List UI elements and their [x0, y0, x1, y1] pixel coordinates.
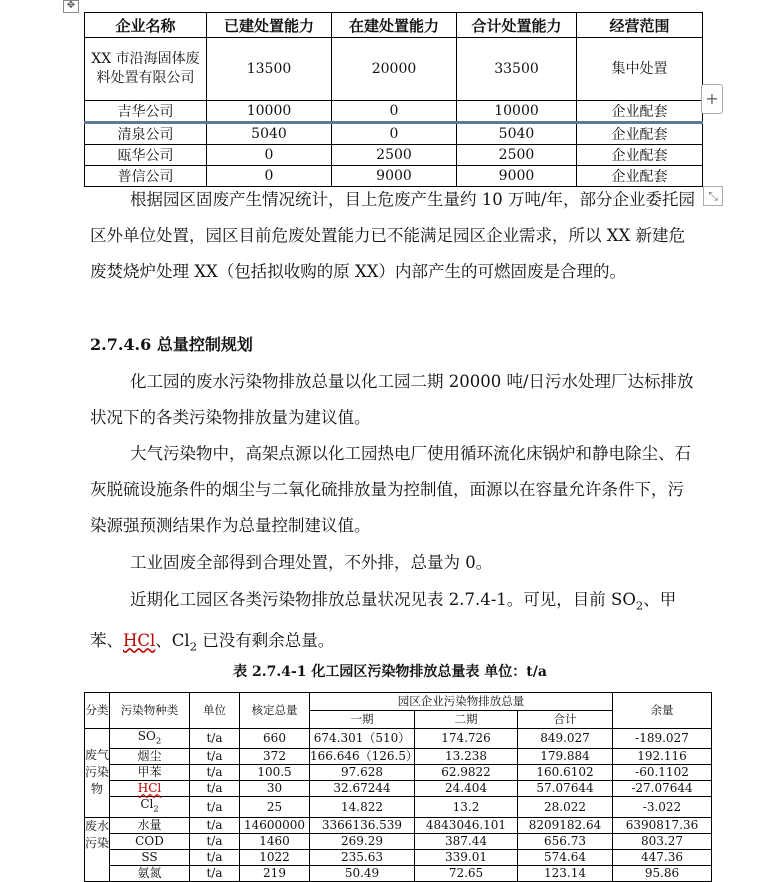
table-resize-handle-icon[interactable]: ⤡ [703, 186, 723, 206]
paragraph [90, 582, 700, 665]
table-cell: 企业配套 [577, 145, 703, 166]
table-cell: $SO_2$ [110, 729, 190, 749]
table-row [85, 781, 712, 797]
table-cell: t/a [190, 833, 240, 849]
section-heading: 2.7.4.6 总量控制规划 [90, 335, 253, 354]
table-cell: 447.36 [613, 849, 712, 865]
table-cell: XX 市沿海固体废料处置有限公司 [85, 38, 207, 101]
table-cell: 0 [207, 145, 332, 166]
table-cell: 372 [240, 749, 310, 765]
table-cell: 14.822 [310, 797, 415, 817]
table-cell: t/a [190, 781, 240, 797]
table-cell: 4843046.101 [415, 817, 518, 833]
table-cell: 174.726 [415, 729, 518, 749]
col-header: 合计 [518, 711, 613, 729]
table-cell: 32.67244 [310, 781, 415, 797]
table-cell: 28.022 [518, 797, 613, 817]
spellcheck-flagged-text: HCl [123, 631, 156, 651]
paragraph: 大气污染物中，高架点源以化工园热电厂使用循环流化床锅炉和静电除尘、石灰脱硫设施条件的烟尘与二氧化硫排放量为控制值，面源以在容量允许条件下，污染源强预测结果作为总量控制建议值。 [90, 444, 691, 535]
subscript: 2 [635, 598, 644, 613]
table-cell: 清泉公司 [85, 123, 207, 145]
text-run: 近期化工园区各类污染物排放总量状况见表 2.7.4-1。可见，目前 SO [130, 590, 636, 609]
table-caption: 表 2.7.4-1 化工园区污染物排放总量表 单位：t/a [233, 664, 547, 680]
table-cell: 30 [240, 781, 310, 797]
table-cell: 5040 [457, 123, 577, 145]
table-row [85, 749, 712, 765]
table-cell: t/a [190, 729, 240, 749]
table-cell: 9000 [457, 166, 577, 187]
table-cell: 50.49 [310, 865, 415, 881]
table-cell: -27.07644 [613, 781, 712, 797]
table-cell [110, 781, 190, 797]
table-cell: t/a [190, 865, 240, 881]
table-move-handle-icon[interactable]: ✥ [63, 0, 79, 13]
table-cell: 企业配套 [577, 123, 703, 145]
table-cell: 123.14 [518, 865, 613, 881]
table-row [85, 849, 712, 865]
table-row [85, 865, 712, 881]
table-cell: 219 [240, 865, 310, 881]
table-cell: 97.628 [310, 765, 415, 781]
col-header: 在建处置能力 [332, 13, 457, 38]
table-cell: 普信公司 [85, 166, 207, 187]
table-cell: 14600000 [240, 817, 310, 833]
table-cell: -60.1102 [613, 765, 712, 781]
col-header: 余量 [613, 693, 712, 729]
table-cell: 瓯华公司 [85, 145, 207, 166]
table-cell: 甲苯 [110, 765, 190, 781]
table-cell: 656.73 [518, 833, 613, 849]
table-cell: 氨氮 [110, 865, 190, 881]
text-run: 、甲苯、 [90, 590, 677, 651]
table-cell: 0 [332, 123, 457, 145]
table-row [85, 123, 703, 145]
subscript: 2 [189, 639, 198, 654]
table-cell: 6390817.36 [613, 817, 712, 833]
col-header: 单位 [190, 693, 240, 729]
table-cell: 0 [207, 166, 332, 187]
table-cell: 13500 [207, 38, 332, 101]
col-header: 已建处置能力 [207, 13, 332, 38]
table-row [85, 833, 712, 849]
table-cell: 100.5 [240, 765, 310, 781]
col-header: 核定总量 [240, 693, 310, 729]
col-header: 合计处置能力 [457, 13, 577, 38]
table-cell: 269.29 [310, 833, 415, 849]
table-cell: 674.301（510） [310, 729, 415, 749]
table-row [85, 817, 712, 833]
col-header: 园区企业污染物排放总量 [310, 693, 613, 711]
table-row [85, 101, 703, 123]
col-header: 分类 [85, 693, 110, 729]
table-cell: 62.9822 [415, 765, 518, 781]
table-row [85, 38, 703, 101]
table-cell: 849.027 [518, 729, 613, 749]
table-cell: 33500 [457, 38, 577, 101]
table-cell: -3.022 [613, 797, 712, 817]
table-cell: 13.2 [415, 797, 518, 817]
table-cell: 192.116 [613, 749, 712, 765]
col-header: 一期 [310, 711, 415, 729]
table-cell: 339.01 [415, 849, 518, 865]
table-cell: 烟尘 [110, 749, 190, 765]
table-cell: t/a [190, 765, 240, 781]
text-run: 、Cl [155, 631, 190, 651]
table-cell: COD [110, 833, 190, 849]
table-cell: 387.44 [415, 833, 518, 849]
table-cell: 吉华公司 [85, 101, 207, 123]
table-cell: 集中处置 [577, 38, 703, 101]
table-cell: 57.07644 [518, 781, 613, 797]
table-row [85, 145, 703, 166]
col-header: 企业名称 [85, 13, 207, 38]
table-cell: $Cl_2$ [110, 797, 190, 817]
table-cell: 10000 [457, 101, 577, 123]
table-cell: 企业配套 [577, 166, 703, 187]
table-cell: 水量 [110, 817, 190, 833]
table-cell: 72.65 [415, 865, 518, 881]
table-row [85, 797, 712, 817]
table-cell: 20000 [332, 38, 457, 101]
text-run: 已没有剩余总量。 [197, 631, 335, 651]
table-cell: -189.027 [613, 729, 712, 749]
table-cell: 2500 [457, 145, 577, 166]
col-header: 污染物种类 [110, 693, 190, 729]
spellcheck-flagged-text: HCl [137, 781, 162, 796]
table-cell: 95.86 [613, 865, 712, 881]
table-cell: 166.646（126.5） [310, 749, 418, 764]
col-header: 经营范围 [577, 13, 703, 38]
table-cell: 25 [240, 797, 310, 817]
category-cell: 废水污染 [85, 817, 110, 881]
table-cell: t/a [190, 797, 240, 817]
table-cell: t/a [190, 817, 240, 833]
table-cell: 10000 [207, 101, 332, 123]
table-cell: 9000 [332, 166, 457, 187]
table-cell: 235.63 [310, 849, 415, 865]
table-cell: 179.884 [518, 749, 613, 765]
table-cell: 2500 [332, 145, 457, 166]
disposal-capacity-table [84, 12, 703, 187]
table-cell: 0 [332, 101, 457, 123]
paragraph: 工业固废全部得到合理处置，不外排，总量为 0。 [130, 553, 493, 572]
table-row [85, 765, 712, 781]
col-header: 二期 [415, 711, 518, 729]
table-cell: 160.6102 [518, 765, 613, 781]
paragraph: 根据园区固废产生情况统计，目上危废产生量约 10 万吨/年，部分企业委托园区外单位处置，园区目前危废处置能力已不能满足园区企业需求，所以 XX 新建危废焚烧炉处理 XX（包括拟收购的原 XX）内部产生的可燃固废是合理的。 [90, 190, 696, 281]
table-cell: t/a [190, 849, 240, 865]
paragraph: 化工园的废水污染物排放总量以化工园二期 20000 吨/日污水处理厂达标排放状况下的各类污染物排放量为建议值。 [90, 372, 694, 427]
table-cell: 1460 [240, 833, 310, 849]
table-cell: 24.404 [415, 781, 518, 797]
table-cell: 5040 [207, 123, 332, 145]
table-cell: 企业配套 [577, 101, 703, 123]
table-cell: SS [110, 849, 190, 865]
table-header-row [85, 693, 712, 711]
table-cell: 574.64 [518, 849, 613, 865]
table-row [85, 729, 712, 749]
table-cell: t/a [190, 749, 240, 765]
table-cell: 3366136.539 [310, 817, 415, 833]
table-header-row [85, 13, 703, 38]
table-cell: 1022 [240, 849, 310, 865]
add-row-plus-icon[interactable]: + [701, 84, 723, 114]
pollutant-emission-table [84, 692, 712, 882]
category-cell: 废气污染物 [85, 729, 110, 818]
table-cell: 13.238 [415, 749, 518, 765]
table-cell: 803.27 [613, 833, 712, 849]
table-cell: 660 [240, 729, 310, 749]
table-cell: 8209182.64 [518, 817, 613, 833]
